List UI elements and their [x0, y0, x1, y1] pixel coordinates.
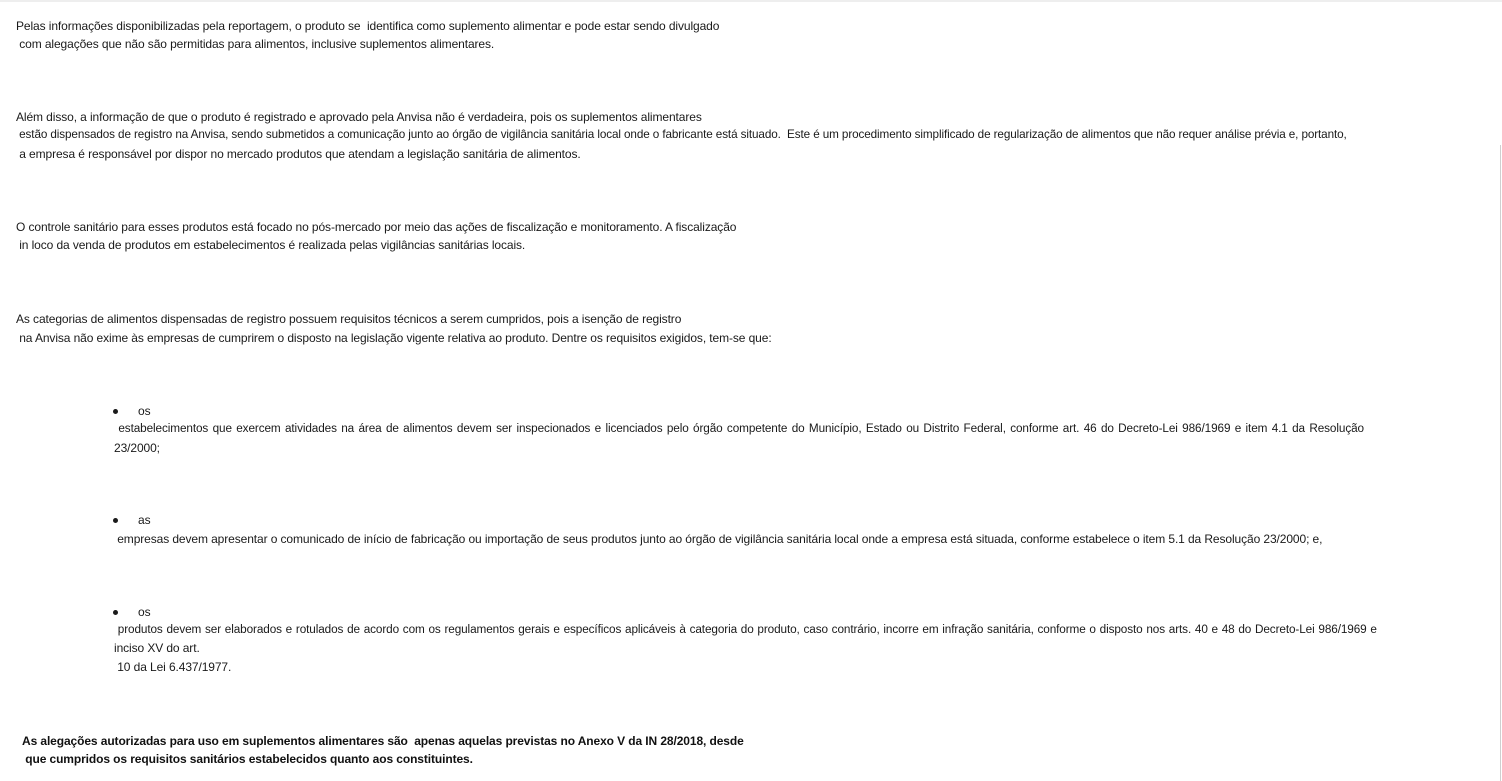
closing-line-2: que cumpridos os requisitos sanitários estabelecidos quanto aos constituintes. — [22, 752, 473, 766]
paragraph-3-line-1: O controle sanitário para esses produtos está focado no pós-mercado por meio das ações de fiscalização e monitoramento. A fiscalização — [16, 220, 737, 234]
top-divider — [0, 0, 1502, 2]
paragraph-4-line-2: na Anvisa não exime às empresas de cumprirem o disposto na legislação vigente relativa ao produto. Dentre os requisitos exigidos, tem-se que: — [16, 331, 772, 345]
bullet-3-line-3: 10 da Lei 6.437/1977. — [114, 660, 232, 674]
bullet-1-line-1: estabelecimentos que exercem atividades na área de alimentos devem ser inspecionados e licenciados pelo órgão competente do Município, Estado ou Distrito Federal, conforme art. 46 do Decreto-Lei 986/1969 e item 4.1 da Resolução — [114, 422, 1364, 435]
bullet-2-marker — [112, 511, 120, 529]
bullet-2-line-1: empresas devem apresentar o comunicado de início de fabricação ou importação de seus produtos junto ao órgão de vigilância sanitária local onde a empresa está situada, conforme estabelece o item 5.1 da Resolução 23/2000; e, — [114, 532, 1323, 546]
right-edge-divider — [1500, 145, 1501, 781]
paragraph-1-line-2: com alegações que não são permitidas para alimentos, inclusive suplementos alimentares. — [16, 37, 495, 51]
bullet-3-line-1: produtos devem ser elaborados e rotulados de acordo com os regulamentos gerais e específicos aplicáveis à categoria do produto, caso contrário, incorre em infração sanitária, conforme o disposto nos arts. 40 e 48 do Decreto-Lei 986/1969 e — [114, 623, 1377, 636]
paragraph-2-line-1: Além disso, a informação de que o produto é registrado e aprovado pela Anvisa não é verdadeira, pois os suplementos alimentares — [16, 110, 702, 124]
bullet-2-lead: as — [138, 513, 151, 527]
paragraph-2-line-2: estão dispensados de registro na Anvisa, sendo submetidos a comunicação junto ao órgão de vigilância sanitária local onde o fabricante está situado. Este é um procedimento simplificado de regularização de alimentos que não requer análise prévia e, portanto, — [16, 128, 1347, 141]
paragraph-1-line-1: Pelas informações disponibilizadas pela reportagem, o produto se identifica como suplemento alimentar e pode estar sendo divulgado — [16, 19, 720, 33]
bullet-1-lead: os — [138, 404, 151, 418]
paragraph-3-line-2: in loco da venda de produtos em estabelecimentos é realizada pelas vigilâncias sanitárias locais. — [16, 238, 526, 252]
bullet-3-marker — [112, 603, 120, 621]
paragraph-2-line-3: a empresa é responsável por dispor no mercado produtos que atendam a legislação sanitária de alimentos. — [16, 147, 581, 161]
closing-line-1: As alegações autorizadas para uso em suplementos alimentares são apenas aquelas previstas no Anexo V da IN 28/2018, desde — [22, 734, 744, 748]
bullet-1-line-2: 23/2000; — [114, 441, 160, 455]
bullet-3-line-2: inciso XV do art. — [114, 641, 200, 655]
paragraph-4-line-1: As categorias de alimentos dispensadas de registro possuem requisitos técnicos a serem cumpridos, pois a isenção de registro — [16, 312, 682, 326]
bullet-1-marker — [112, 402, 120, 420]
bullet-3-lead: os — [138, 605, 151, 619]
